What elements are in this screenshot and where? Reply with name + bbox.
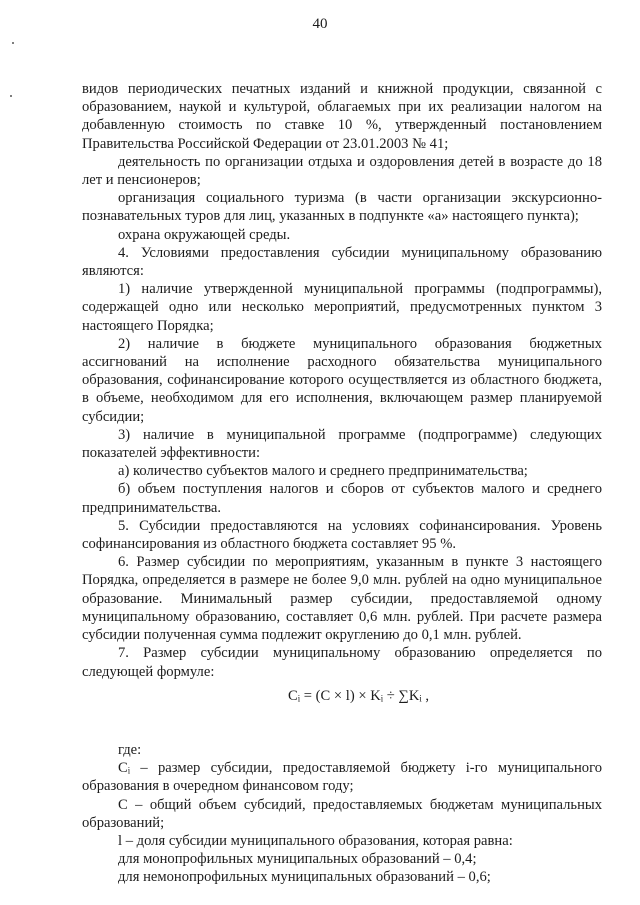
document-body (82, 80, 602, 887)
paragraph: 5. Субсидии предоставляются на условиях софинансирования. Уровень софинансирования из областного бюджета составляет 95 %. (82, 517, 602, 553)
paragraph: Cᵢ – размер субсидии, предоставляемой бюджету i-го муниципального образования в очередном финансовом году; (82, 760, 602, 795)
page-number: 40 (312, 16, 328, 32)
paragraph: 6. Размер субсидии по мероприятиям, указанным в пункте 3 настоящего Порядка, определяется в размере не более 9,0 млн. рублей на одно муниципальное образование. Минимальный размер субсидии, предоставляемой одному муниципальному образованию, составляет 0,6 млн. рублей. При расчете размера субсидии полученная сумма подлежит округлению до 0,1 млн. рублей. (82, 554, 602, 644)
scan-speck (12, 42, 14, 44)
paragraph: 4. Условиями предоставления субсидии муниципальному образованию являются: (82, 244, 602, 280)
paragraph: 2) наличие в бюджете муниципального образования бюджетных ассигнований на исполнение расходного обязательства муниципального образования, софинансирование которого осуществляется из областного бюджета, в объеме, необходимом для его исполнения, включающем размер планируемой субсидии; (82, 335, 602, 425)
formula: Cᵢ = (C × l) × Kᵢ ÷ ∑Kᵢ , (288, 687, 430, 704)
paragraph: где: (118, 741, 142, 758)
paragraph: охрана окружающей среды. (118, 226, 291, 243)
paragraph: для монопрофильных муниципальных образований – 0,4; (118, 851, 477, 868)
paragraph: 1) наличие утвержденной муниципальной программы (подпрограммы), содержащей одно или несколько мероприятий, предусмотренных пунктом 3 настоящего Порядка; (82, 281, 602, 334)
paragraph: видов периодических печатных изданий и книжной продукции, связанной с образованием, наукой и культурой, облагаемых при их реализации налогом на добавленную стоимость по ставке 10 %, утвержденный постановлением Правительства Российской Федерации от 23.01.2003 № 41; (82, 81, 602, 152)
paragraph: для немонопрофильных муниципальных образований – 0,6; (118, 869, 491, 886)
paragraph: б) объем поступления налогов и сборов от субъектов малого и среднего предпринимательства. (82, 481, 602, 516)
paragraph: С – общий объем субсидий, предоставляемых бюджетам муниципальных образований; (82, 796, 602, 831)
paragraph: 3) наличие в муниципальной программе (подпрограмме) следующих показателей эффективности: (82, 426, 602, 462)
scan-speck (10, 95, 12, 97)
paragraph: а) количество субъектов малого и среднего предпринимательства; (118, 463, 528, 480)
paragraph: организация социального туризма (в части организации экскурсионно-познавательных туров для лиц, указанных в подпункте «а» настоящего пункта); (82, 190, 602, 225)
paragraph: l – доля субсидии муниципального образования, которая равна: (118, 832, 513, 849)
paragraph: деятельность по организации отдыха и оздоровления детей в возрасте до 18 лет и пенсионеров; (82, 153, 602, 189)
paragraph: 7. Размер субсидии муниципальному образованию определяется по следующей формуле: (82, 645, 602, 680)
